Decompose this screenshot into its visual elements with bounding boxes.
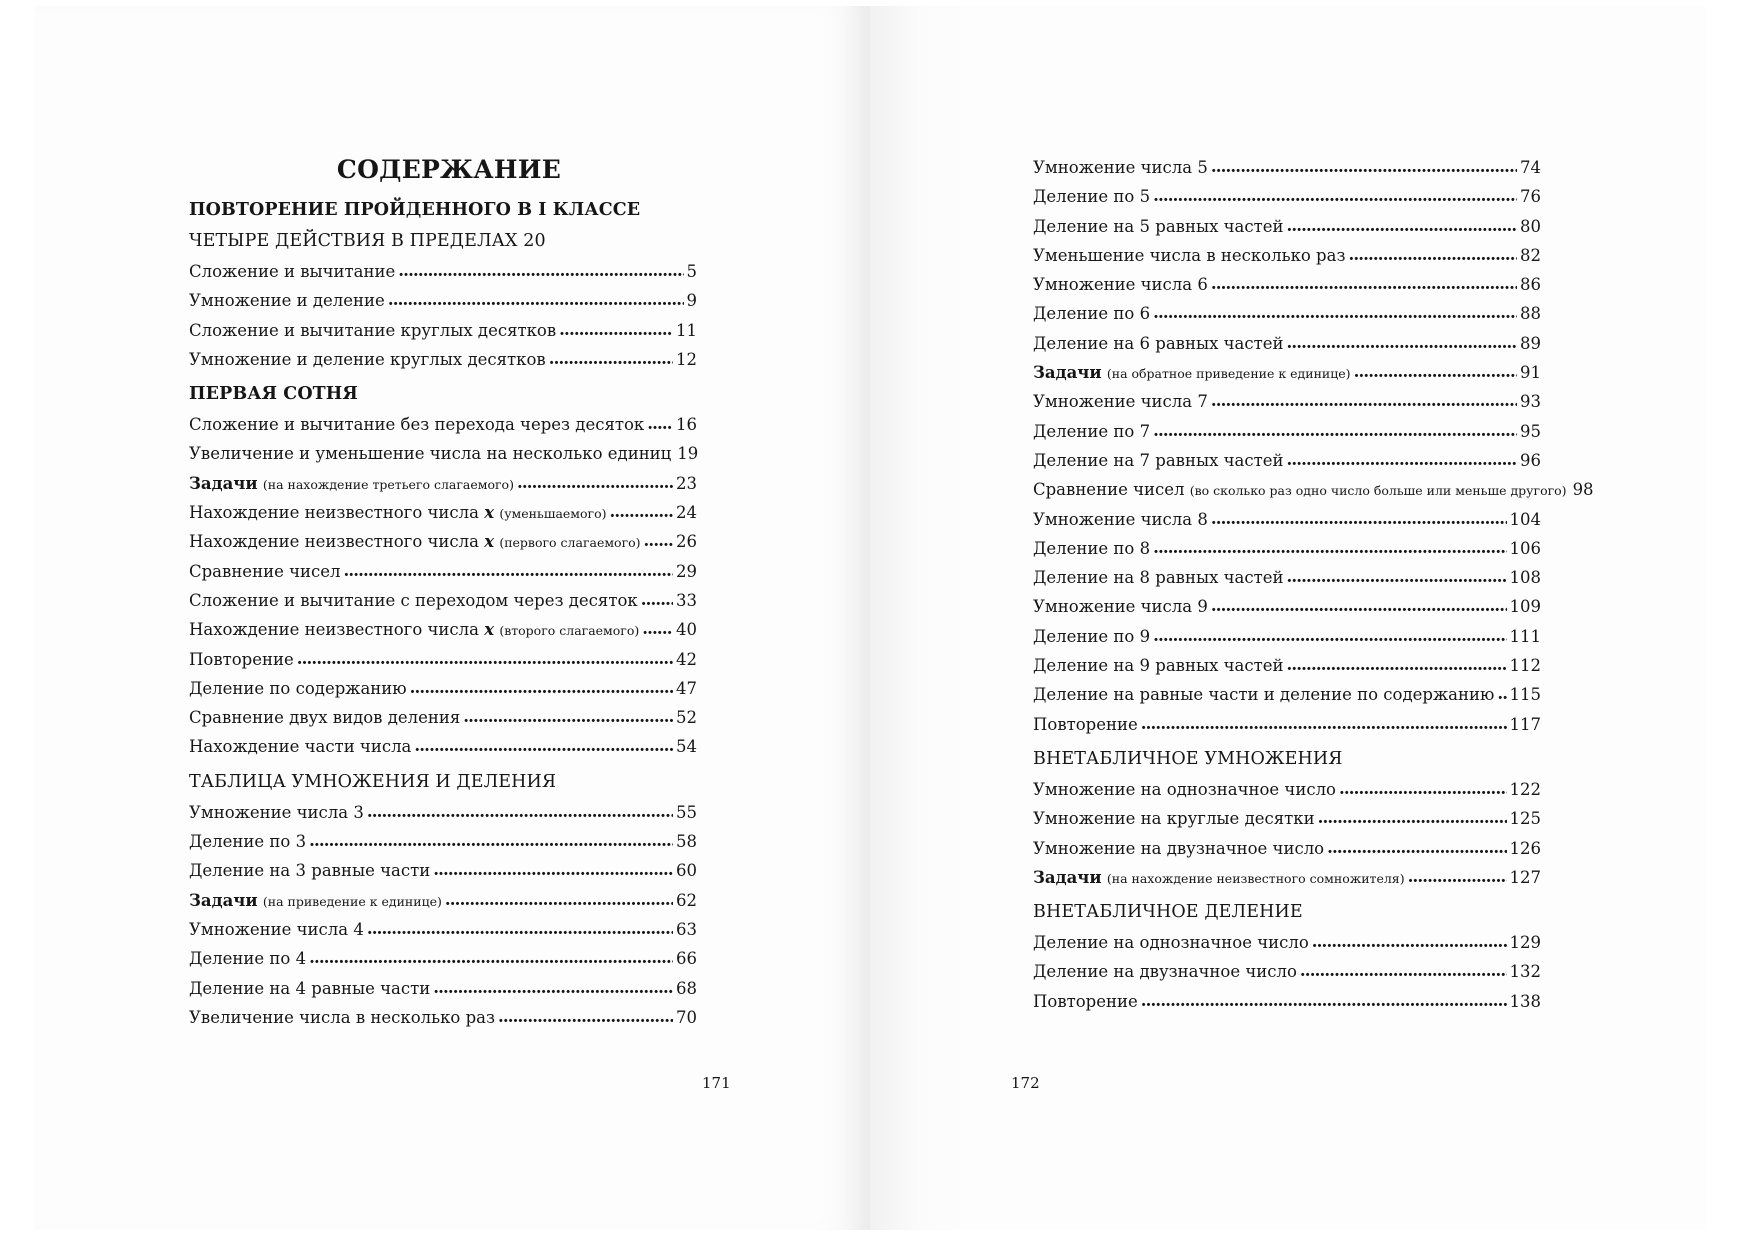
section-heading: ПОВТОРЕНИЕ ПРОЙДЕННОГО В I КЛАССЕ: [189, 200, 641, 220]
toc-entry-page-number: 89: [1520, 333, 1541, 353]
toc-entry-page-number: 12: [676, 349, 697, 369]
dot-leader: [367, 921, 673, 935]
dot-leader: [398, 263, 683, 277]
toc-entry-title: [1033, 509, 1208, 531]
toc-entry-title: [189, 414, 644, 436]
toc-entry-note: (на нахождение третьего слагаемого): [262, 476, 514, 492]
toc-entry[interactable]: [189, 707, 697, 736]
toc-entry[interactable]: [189, 531, 697, 560]
toc-entry[interactable]: [1033, 779, 1541, 808]
dot-leader: [559, 322, 673, 336]
dot-leader: [1287, 218, 1518, 232]
toc-entry-title: [1033, 838, 1324, 860]
toc-entry-note: (уменьшаемого): [499, 506, 607, 522]
toc-entry-title: [189, 443, 671, 465]
dot-leader: [1339, 781, 1507, 795]
dot-leader: [549, 351, 673, 365]
toc-entry-text: Повторение: [1033, 991, 1138, 1011]
toc-entry[interactable]: [1033, 509, 1541, 538]
dot-leader: [1141, 993, 1507, 1007]
toc-entry-title: [1033, 216, 1284, 238]
toc-entry-title: [1033, 303, 1150, 325]
dot-leader: [343, 563, 673, 577]
toc-entry-title: [1033, 479, 1567, 502]
toc-entry[interactable]: [189, 443, 697, 472]
toc-entry-page-number: 66: [676, 949, 697, 969]
toc-entry-page-number: 19: [677, 444, 699, 464]
dot-leader: [1211, 159, 1517, 173]
toc-entry-title: [189, 1007, 495, 1029]
toc-entry-note: (второго слагаемого): [499, 623, 640, 639]
toc-entry[interactable]: [1033, 245, 1541, 274]
toc-entry-page-number: 95: [1520, 421, 1541, 441]
toc-entry[interactable]: [1033, 961, 1541, 990]
toc-entry-page-number: 24: [676, 503, 697, 523]
toc-entry-variable: x: [484, 620, 495, 640]
section-heading: ПЕРВАЯ СОТНЯ: [189, 384, 358, 405]
toc-entry[interactable]: [189, 590, 697, 619]
toc-entry-text: Умножение и деление: [189, 291, 385, 311]
dot-leader: [498, 1009, 673, 1023]
toc-entry-note: (на нахождение неизвестного сомножителя): [1106, 870, 1405, 886]
dot-leader: [1300, 963, 1507, 977]
toc-entry-text: Сложение и вычитание: [189, 262, 396, 281]
toc-entry-page-number: 112: [1509, 656, 1541, 676]
toc-entry-text: Умножение числа 8: [1033, 509, 1208, 529]
toc-entry[interactable]: [1033, 362, 1541, 391]
toc-entry[interactable]: [189, 860, 697, 889]
toc-entry[interactable]: [189, 948, 697, 977]
toc-entry-title: [1033, 714, 1138, 736]
toc-entry[interactable]: [189, 349, 697, 378]
toc-entry[interactable]: [1033, 186, 1541, 215]
dot-leader: [1153, 540, 1506, 554]
dot-leader: [1354, 364, 1517, 378]
toc-left-column: [189, 199, 697, 1036]
toc-entry-title: [1033, 655, 1284, 677]
toc-entry-page-number: 117: [1509, 714, 1541, 734]
toc-entry-page-number: 115: [1509, 685, 1541, 705]
toc-entry-page-number: 68: [676, 978, 697, 998]
dot-leader: [1153, 188, 1517, 202]
dot-leader: [1287, 452, 1518, 466]
toc-entry-text: Деление на 9 равных частей: [1033, 656, 1284, 676]
toc-entry[interactable]: [1033, 867, 1541, 896]
toc-entry-page-number: 42: [676, 649, 697, 669]
toc-entry[interactable]: [1033, 838, 1541, 867]
toc-entry-text: Сложение и вычитание без перехода через десяток: [189, 415, 645, 435]
toc-entry[interactable]: [1033, 157, 1541, 186]
toc-entry[interactable]: [1033, 216, 1541, 245]
dot-leader: [1153, 628, 1506, 642]
toc-entry[interactable]: [1033, 991, 1541, 1020]
toc-entry[interactable]: [189, 919, 697, 948]
toc-entry[interactable]: [1033, 808, 1541, 837]
toc-entry[interactable]: [1033, 303, 1541, 332]
toc-entry[interactable]: [189, 1007, 697, 1036]
toc-entry-text: Деление по 6: [1033, 304, 1151, 324]
dot-leader: [1153, 423, 1517, 437]
toc-entry-text: Деление на равные части и деление по содержанию: [1033, 685, 1495, 705]
dot-leader: [1497, 686, 1506, 700]
toc-entry-page-number: 60: [676, 861, 697, 881]
toc-entry-page-number: 70: [676, 1007, 697, 1027]
toc-entry-text: Деление по 5: [1033, 187, 1151, 207]
dot-leader: [641, 592, 673, 606]
toc-entry-text: Сравнение двух видов деления: [189, 708, 461, 728]
dot-leader: [1153, 305, 1517, 319]
toc-entry-text: Деление на двузначное число: [1033, 962, 1297, 982]
toc-entry-title: [1033, 274, 1208, 296]
toc-entry[interactable]: [189, 473, 697, 502]
toc-entry-title: [1033, 421, 1150, 443]
dot-leader: [1211, 511, 1507, 525]
toc-entry-title: [1033, 961, 1297, 983]
page-number-right: 172: [1011, 1074, 1040, 1092]
toc-entry-page-number: 29: [676, 561, 697, 581]
toc-entry-page-number: 63: [676, 919, 697, 939]
toc-entry-title: [189, 678, 407, 700]
toc-entry[interactable]: [189, 831, 697, 860]
toc-entry-title: [1033, 391, 1208, 413]
toc-entry-page-number: 125: [1509, 809, 1541, 829]
toc-entry-text: Повторение: [1033, 714, 1138, 734]
toc-entry-note: (на приведение к единице): [262, 893, 442, 909]
toc-entry-text: Деление по содержанию: [189, 678, 407, 698]
dot-leader: [1312, 934, 1507, 948]
dot-leader: [1211, 276, 1517, 290]
dot-leader: [433, 862, 673, 876]
toc-entry-page-number: 23: [676, 473, 697, 493]
toc-entry-text: Умножение числа 6: [1033, 275, 1208, 295]
dot-leader: [309, 833, 673, 847]
dot-leader: [445, 892, 673, 906]
toc-entry-title: [189, 561, 340, 583]
toc-entry-text: Умножение на двузначное число: [1033, 838, 1325, 858]
toc-entry-title: [1033, 245, 1345, 267]
toc-entry-text: Нахождение неизвестного числа: [189, 532, 485, 552]
toc-entry-title: [189, 320, 556, 342]
toc-entry-text: Увеличение и уменьшение числа на несколько единиц: [189, 444, 672, 464]
dot-leader: [1211, 393, 1517, 407]
toc-entry-title: [1033, 867, 1405, 890]
toc-entry-text: Умножение числа 4: [189, 919, 364, 939]
section-heading: ВНЕТАБЛИЧНОЕ ДЕЛЕНИЕ: [1033, 902, 1303, 923]
toc-entry-title: [189, 473, 514, 496]
toc-entry[interactable]: [189, 619, 697, 648]
toc-entry-text: Умножение числа 5: [1033, 158, 1208, 177]
toc-entry[interactable]: [189, 502, 697, 531]
toc-entry-page-number: 132: [1509, 962, 1541, 982]
toc-entry-title: [189, 502, 607, 525]
toc-entry-text: Умножение числа 3: [189, 802, 364, 822]
dot-leader: [1287, 335, 1518, 349]
toc-entry-text: Деление на однозначное число: [1033, 933, 1309, 953]
toc-entry-page-number: 76: [1520, 187, 1541, 207]
toc-entry-page-number: 52: [676, 708, 697, 728]
dot-leader: [1287, 569, 1507, 583]
toc-entry-title: [1033, 808, 1315, 830]
toc-entry-title: [1033, 450, 1284, 472]
toc-entry-page-number: 126: [1509, 838, 1541, 858]
toc-entry-text: Деление по 3: [189, 832, 307, 852]
toc-entry-page-number: 109: [1509, 597, 1541, 617]
dot-leader: [1141, 716, 1507, 730]
toc-entry-page-number: 55: [676, 802, 697, 822]
dot-leader: [647, 416, 673, 430]
section-heading: ЧЕТЫРЕ ДЕЙСТВИЯ В ПРЕДЕЛАХ 20: [189, 231, 546, 251]
toc-entry-page-number: 108: [1509, 568, 1541, 588]
toc-entry-page-number: 26: [676, 532, 697, 552]
toc-entry[interactable]: [1033, 626, 1541, 655]
toc-entry[interactable]: [1033, 538, 1541, 567]
toc-entry-text: Деление на 8 равных частей: [1033, 568, 1284, 588]
toc-right-column: [1033, 157, 1594, 1020]
toc-entry[interactable]: [189, 561, 697, 590]
toc-entry[interactable]: [1033, 567, 1541, 596]
toc-entry[interactable]: [189, 890, 697, 919]
toc-entry-text: Деление на 7 равных частей: [1033, 450, 1284, 470]
dot-leader: [1348, 247, 1517, 261]
toc-entry-page-number: 111: [1509, 626, 1541, 646]
toc-entry-title: [189, 978, 430, 1000]
toc-entry-text: Умножение и деление круглых десятков: [189, 349, 546, 369]
dot-leader: [1327, 840, 1506, 854]
toc-entry[interactable]: [189, 320, 697, 349]
toc-entry-title: [189, 619, 639, 642]
toc-entry-title: [1033, 596, 1208, 618]
toc-entry-title: [189, 290, 385, 312]
toc-entry-page-number: 138: [1509, 991, 1541, 1011]
toc-entry-title: [1033, 684, 1494, 706]
page-number-left: 171: [702, 1074, 731, 1092]
toc-entry-page-number: 47: [676, 678, 697, 698]
toc-entry-text: Уменьшение числа в несколько раз: [1033, 245, 1346, 265]
toc-entry[interactable]: [1033, 333, 1541, 362]
toc-entry[interactable]: [1033, 421, 1541, 450]
toc-entry-text: Деление по 9: [1033, 626, 1151, 646]
toc-entry[interactable]: [189, 290, 697, 319]
toc-entry-text: Умножение числа 7: [1033, 392, 1208, 412]
dot-leader: [642, 621, 673, 635]
toc-entry[interactable]: [189, 414, 697, 443]
toc-entry-title: [189, 261, 395, 283]
toc-entry-page-number: 33: [676, 590, 697, 610]
toc-entry-page-number: 122: [1509, 779, 1541, 799]
toc-entry[interactable]: [189, 649, 697, 678]
toc-entry-title: [189, 531, 641, 554]
toc-entry-page-number: 58: [676, 832, 697, 852]
toc-entry-page-number: 106: [1509, 538, 1541, 558]
toc-entry[interactable]: [1033, 684, 1541, 713]
toc-entry-text: Увеличение числа в несколько раз: [189, 1007, 495, 1027]
toc-entry-title: [1033, 932, 1309, 954]
toc-entry-title: [1033, 779, 1336, 801]
toc-entry-text: Сложение и вычитание круглых десятков: [189, 320, 557, 340]
toc-entry-title: [189, 948, 306, 970]
dot-leader: [388, 292, 684, 306]
toc-entry[interactable]: [189, 978, 697, 1007]
toc-entry[interactable]: [1033, 391, 1541, 420]
toc-entry[interactable]: [1033, 596, 1541, 625]
toc-entry-text: Нахождение части числа: [189, 737, 412, 757]
toc-entry-page-number: 74: [1520, 158, 1541, 177]
toc-entry[interactable]: [1033, 932, 1541, 961]
toc-entry-bold-label: Задачи: [1033, 867, 1102, 887]
toc-entry-text: Деление на 4 равные части: [189, 978, 431, 998]
toc-entry-text: Деление на 3 равные части: [189, 861, 431, 881]
toc-entry-variable: x: [484, 532, 495, 552]
toc-entry-page-number: 9: [686, 291, 697, 311]
toc-entry-page-number: 127: [1509, 867, 1541, 887]
toc-entry-text: Сложение и вычитание с переходом через десяток: [189, 590, 638, 610]
toc-entry[interactable]: [1033, 714, 1541, 743]
toc-entry-page-number: 91: [1520, 363, 1541, 383]
toc-entry-title: [189, 649, 294, 671]
toc-entry-title: [189, 802, 364, 824]
toc-entry-text: Деление на 6 равных частей: [1033, 333, 1284, 353]
toc-entry-title: [189, 919, 364, 941]
dot-leader: [517, 475, 673, 489]
toc-entry-title: [1033, 157, 1208, 179]
toc-entry-page-number: 54: [676, 737, 697, 757]
toc-entry-title: [189, 707, 460, 729]
dot-leader: [414, 738, 673, 752]
toc-entry[interactable]: [189, 736, 697, 765]
toc-entry-title: [1033, 186, 1150, 208]
toc-title: СОДЕРЖАНИЕ: [336, 155, 562, 184]
toc-entry-page-number: 62: [676, 890, 697, 910]
dot-leader: [309, 950, 673, 964]
toc-entry-bold-label: Задачи: [1033, 363, 1102, 383]
toc-entry-page-number: 40: [676, 620, 697, 640]
dot-leader: [1408, 869, 1507, 883]
toc-entry[interactable]: [1033, 450, 1541, 479]
toc-entry-title: [189, 736, 411, 758]
dot-leader: [610, 504, 674, 518]
toc-entry-page-number: 96: [1520, 450, 1541, 470]
toc-entry-page-number: 93: [1520, 392, 1541, 412]
toc-entry-title: [189, 890, 442, 913]
toc-entry-variable: x: [484, 503, 495, 523]
toc-entry-bold-label: Задачи: [189, 473, 258, 493]
toc-entry[interactable]: [1033, 655, 1541, 684]
toc-entry[interactable]: [1033, 479, 1594, 508]
toc-entry-title: [189, 349, 546, 371]
toc-entry-title: [189, 831, 306, 853]
toc-entry-title: [1033, 538, 1150, 560]
dot-leader: [644, 533, 673, 547]
toc-entry-text: Умножение на однозначное число: [1033, 779, 1336, 799]
dot-leader: [367, 804, 673, 818]
toc-entry-title: [189, 590, 638, 612]
dot-leader: [410, 680, 673, 694]
toc-entry-page-number: 98: [1572, 480, 1594, 500]
toc-entry-text: Умножение на круглые десятки: [1033, 809, 1315, 829]
toc-entry-page-number: 80: [1520, 216, 1541, 236]
toc-entry-text: Деление по 4: [189, 949, 307, 969]
toc-entry-title: [1033, 362, 1351, 385]
toc-entry-title: [1033, 567, 1284, 589]
dot-leader: [1211, 598, 1507, 612]
dot-leader: [1287, 657, 1507, 671]
toc-entry[interactable]: [189, 802, 697, 831]
toc-entry-text: Умножение числа 9: [1033, 597, 1208, 617]
toc-entry-title: [1033, 626, 1150, 648]
dot-leader: [433, 980, 673, 994]
section-heading: ТАБЛИЦА УМНОЖЕНИЯ И ДЕЛЕНИЯ: [189, 771, 557, 792]
toc-entry-note: (на обратное приведение к единице): [1106, 366, 1351, 382]
toc-entry-text: Деление по 8: [1033, 538, 1151, 558]
dot-leader: [1318, 810, 1507, 824]
toc-entry-title: [1033, 333, 1284, 355]
toc-entry[interactable]: [1033, 274, 1541, 303]
dot-leader: [297, 651, 673, 665]
toc-entry-bold-label: Задачи: [189, 890, 258, 910]
toc-entry-page-number: 88: [1520, 304, 1541, 324]
toc-entry-text: Нахождение неизвестного числа: [189, 620, 485, 640]
toc-entry[interactable]: [189, 678, 697, 707]
toc-entry-page-number: 11: [676, 320, 697, 340]
toc-entry-text: Деление на 5 равных частей: [1033, 216, 1284, 236]
toc-entry[interactable]: [189, 261, 697, 290]
toc-entry-note: (во сколько раз одно число больше или меньше другого): [1189, 483, 1567, 499]
toc-entry-text: Сравнение чисел: [189, 561, 341, 581]
toc-entry-page-number: 5: [686, 262, 697, 281]
toc-entry-text: Деление по 7: [1033, 421, 1151, 441]
toc-entry-note: (первого слагаемого): [499, 535, 641, 551]
toc-entry-page-number: 86: [1520, 275, 1541, 295]
toc-entry-page-number: 16: [676, 415, 697, 435]
toc-entry-page-number: 129: [1509, 933, 1541, 953]
section-heading: ВНЕТАБЛИЧНОЕ УМНОЖЕНИЯ: [1033, 748, 1343, 769]
dot-leader: [463, 709, 673, 723]
toc-entry-text: Сравнение чисел: [1033, 480, 1190, 500]
toc-entry-title: [1033, 991, 1138, 1013]
toc-entry-page-number: 104: [1509, 509, 1541, 529]
toc-entry-title: [189, 860, 430, 882]
toc-entry-page-number: 82: [1520, 245, 1541, 265]
toc-entry-text: Нахождение неизвестного числа: [189, 503, 485, 523]
toc-entry-text: Повторение: [189, 649, 294, 669]
